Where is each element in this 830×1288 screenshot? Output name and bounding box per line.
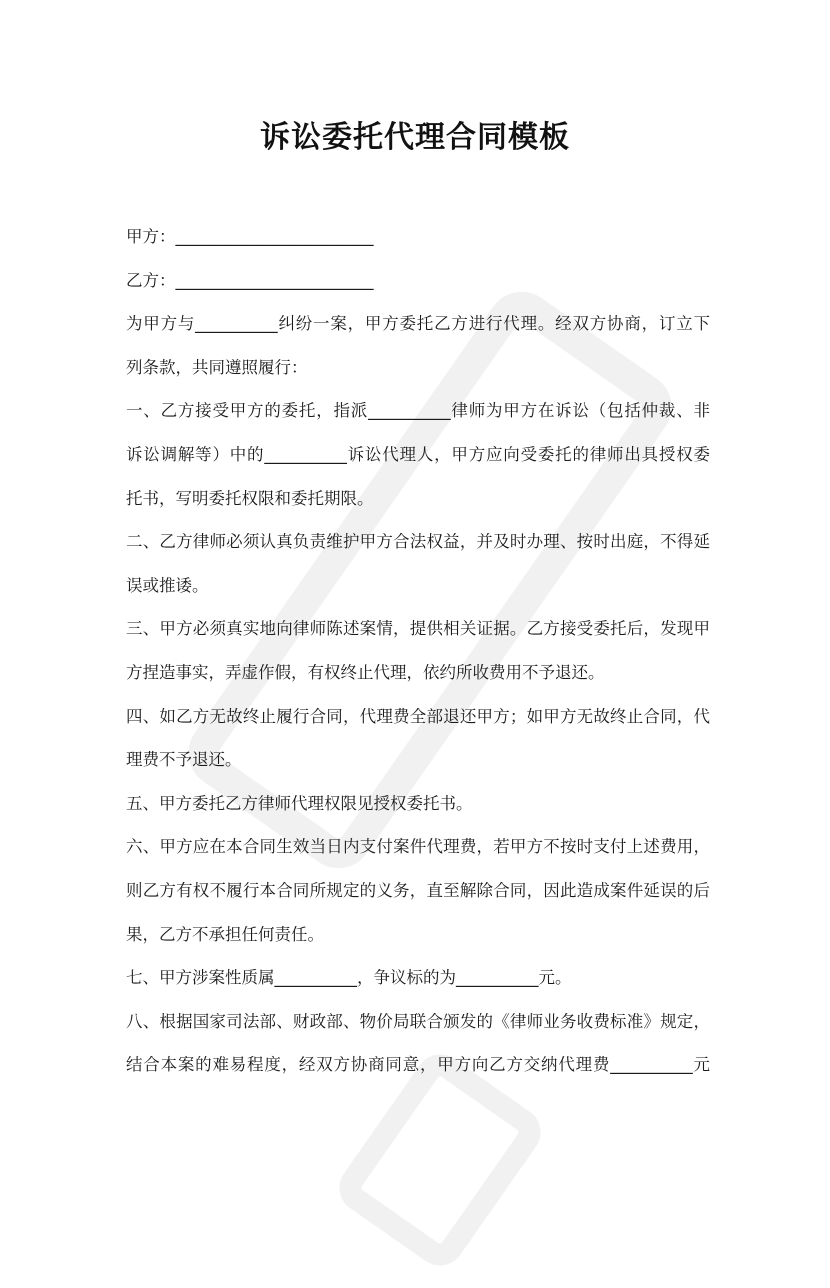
document-body — [126, 215, 710, 1087]
paragraph — [126, 259, 710, 303]
paragraph — [126, 215, 710, 259]
paragraph-line: 结合本案的难易程度，经双方协商同意，甲方向乙方交纳代理费__________元 — [126, 1055, 710, 1075]
paragraph — [126, 607, 710, 694]
paragraph-line: 托书，写明委托权限和委托期限。 — [126, 488, 374, 508]
paragraph — [126, 825, 710, 956]
paragraph — [126, 782, 710, 826]
paragraph-line: 方捏造事实，弄虚作假，有权终止代理，依约所收费用不予退还。 — [126, 662, 605, 682]
paragraph — [126, 520, 710, 607]
paragraph-line: 甲方：________________________ — [126, 227, 374, 246]
document-title: 诉讼委托代理合同模板 — [260, 120, 570, 155]
paragraph — [126, 695, 710, 782]
paragraph-line: 七、甲方涉案性质属__________，争议标的为__________元。 — [126, 968, 572, 988]
paragraph-line: 八、根据国家司法部、财政部、物价局联合颁发的《律师业务收费标准》规定， — [126, 1011, 710, 1031]
paragraph — [126, 302, 710, 389]
paragraph-line: 诉讼调解等）中的__________诉讼代理人，甲方应向受委托的律师出具授权委 — [126, 444, 710, 464]
paragraph — [126, 389, 710, 520]
paragraph-line: 四、如乙方无故终止履行合同，代理费全部退还甲方；如甲方无故终止合同，代 — [126, 706, 710, 726]
paragraph-line: 五、甲方委托乙方律师代理权限见授权委托书。 — [126, 793, 473, 813]
paragraph-line: 六、甲方应在本合同生效当日内支付案件代理费，若甲方不按时支付上述费用， — [126, 837, 710, 857]
paragraph-line: 二、乙方律师必须认真负责维护甲方合法权益，并及时办理、按时出庭，不得延 — [126, 532, 710, 552]
paragraph — [126, 1000, 710, 1087]
paragraph-line: 三、甲方必须真实地向律师陈述案情，提供相关证据。乙方接受委托后，发现甲 — [126, 619, 710, 639]
paragraph-line: 一、乙方接受甲方的委托，指派__________律师为甲方在诉讼（包括仲裁、非 — [126, 401, 710, 421]
paragraph-line: 列条款，共同遵照履行： — [126, 357, 308, 377]
paragraph-line: 则乙方有权不履行本合同所规定的义务，直至解除合同，因此造成案件延误的后 — [126, 880, 710, 900]
paragraph-line: 误或推诿。 — [126, 575, 209, 595]
paragraph-line: 果，乙方不承担任何责任。 — [126, 924, 324, 944]
paragraph-line: 理费不予退还。 — [126, 750, 242, 770]
paragraph-line: 乙方：________________________ — [126, 270, 374, 290]
paragraph — [126, 956, 710, 1000]
paragraph-line: 为甲方与__________纠纷一案，甲方委托乙方进行代理。经双方协商，订立下 — [126, 314, 710, 334]
